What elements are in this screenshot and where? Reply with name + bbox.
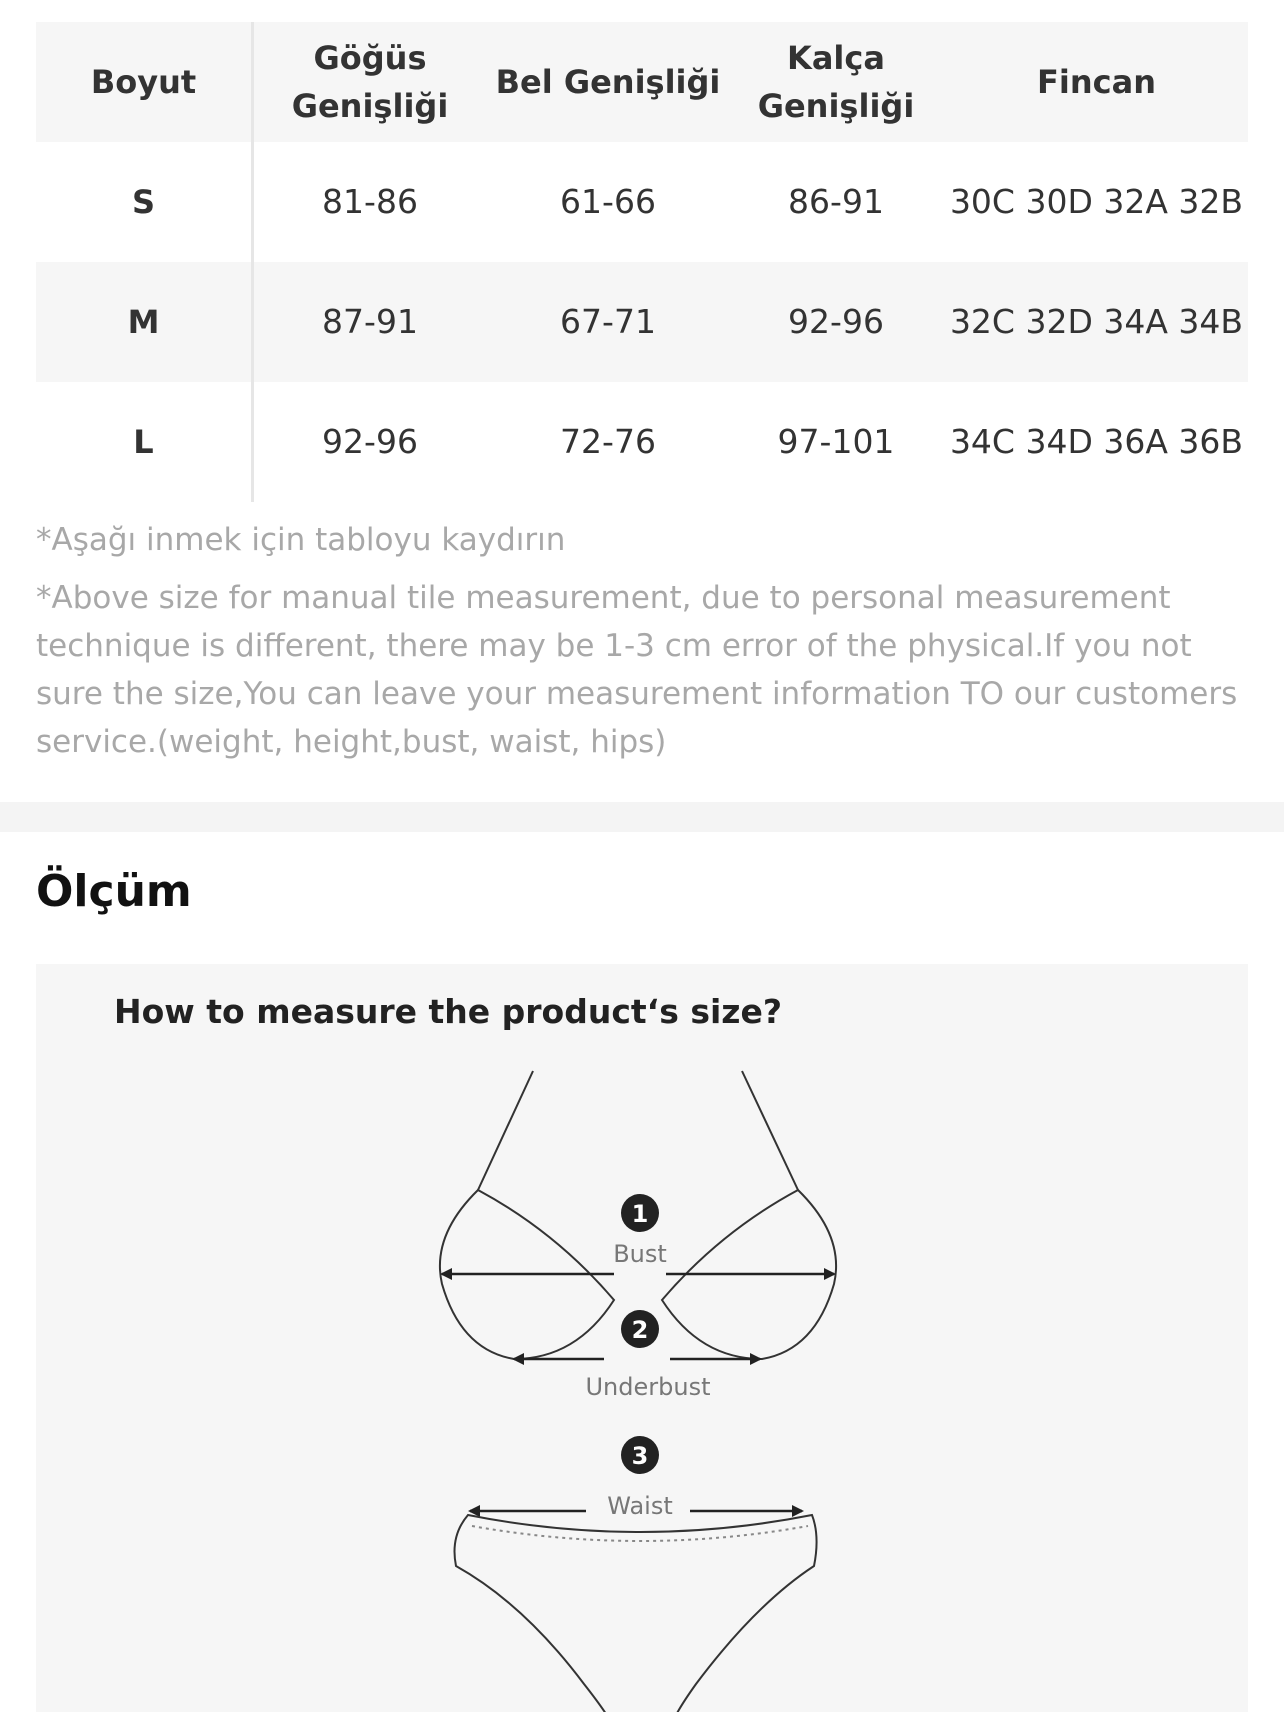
marker-2-number: 2 (631, 1316, 649, 1344)
header-size: Boyut (90, 63, 197, 101)
section-divider (0, 802, 1284, 832)
waist-cell: 72-76 (560, 422, 656, 461)
bust-cell: 81-86 (322, 182, 418, 221)
header-waist: Bel Genişliği (495, 63, 721, 101)
waist-cell: 67-71 (560, 302, 656, 341)
table-header-row (36, 22, 1248, 142)
size-cell: S (131, 183, 156, 221)
right-strap (742, 1071, 798, 1190)
table-row (36, 142, 1248, 262)
bikini-diagram (36, 964, 1248, 1712)
waist-cell: 61-66 (560, 182, 656, 221)
bust-cell: 92-96 (322, 422, 418, 461)
cup-cell: 34C 34D 36A 36B (949, 422, 1244, 461)
left-strap (478, 1071, 533, 1190)
size-cell: M (127, 303, 160, 341)
scroll-hint: *Aşağı inmek için tabloyu kaydırın (36, 522, 566, 558)
underbust-label: Underbust (585, 1373, 711, 1401)
measurement-question: How to measure the product‘s size? (114, 992, 783, 1031)
column-divider (251, 22, 254, 502)
hip-cell: 92-96 (788, 302, 884, 341)
size-cell: L (133, 423, 154, 461)
header-bust: Göğüs Genişliği (291, 39, 449, 125)
briefs-outline (455, 1515, 817, 1712)
hip-cell: 86-91 (788, 182, 884, 221)
header-hip: Kalça Genişliği (757, 39, 915, 125)
cup-cell: 30C 30D 32A 32B (949, 182, 1244, 221)
size-table[interactable] (36, 22, 1248, 502)
cup-cell: 32C 32D 34A 34B (949, 302, 1244, 341)
waist-label: Waist (607, 1492, 673, 1520)
briefs-seam (472, 1526, 808, 1541)
header-cup: Fincan (1037, 63, 1156, 101)
bust-cell: 87-91 (322, 302, 418, 341)
marker-1-number: 1 (631, 1200, 649, 1228)
table-row (36, 262, 1248, 382)
bust-label: Bust (613, 1240, 667, 1268)
table-row (36, 382, 1248, 502)
marker-3-number: 3 (631, 1442, 649, 1470)
hip-cell: 97-101 (777, 422, 895, 461)
size-disclaimer: *Above size for manual tile measurement, due to personal measurement technique is different, there may be 1-3 cm error of the physical.If you not sure the size,You can leave your measurement information TO our customers service.(weight, height,bust, waist, hips) (36, 580, 1238, 760)
measurement-title: Ölçüm (36, 866, 192, 917)
measurement-image (36, 964, 1248, 1712)
